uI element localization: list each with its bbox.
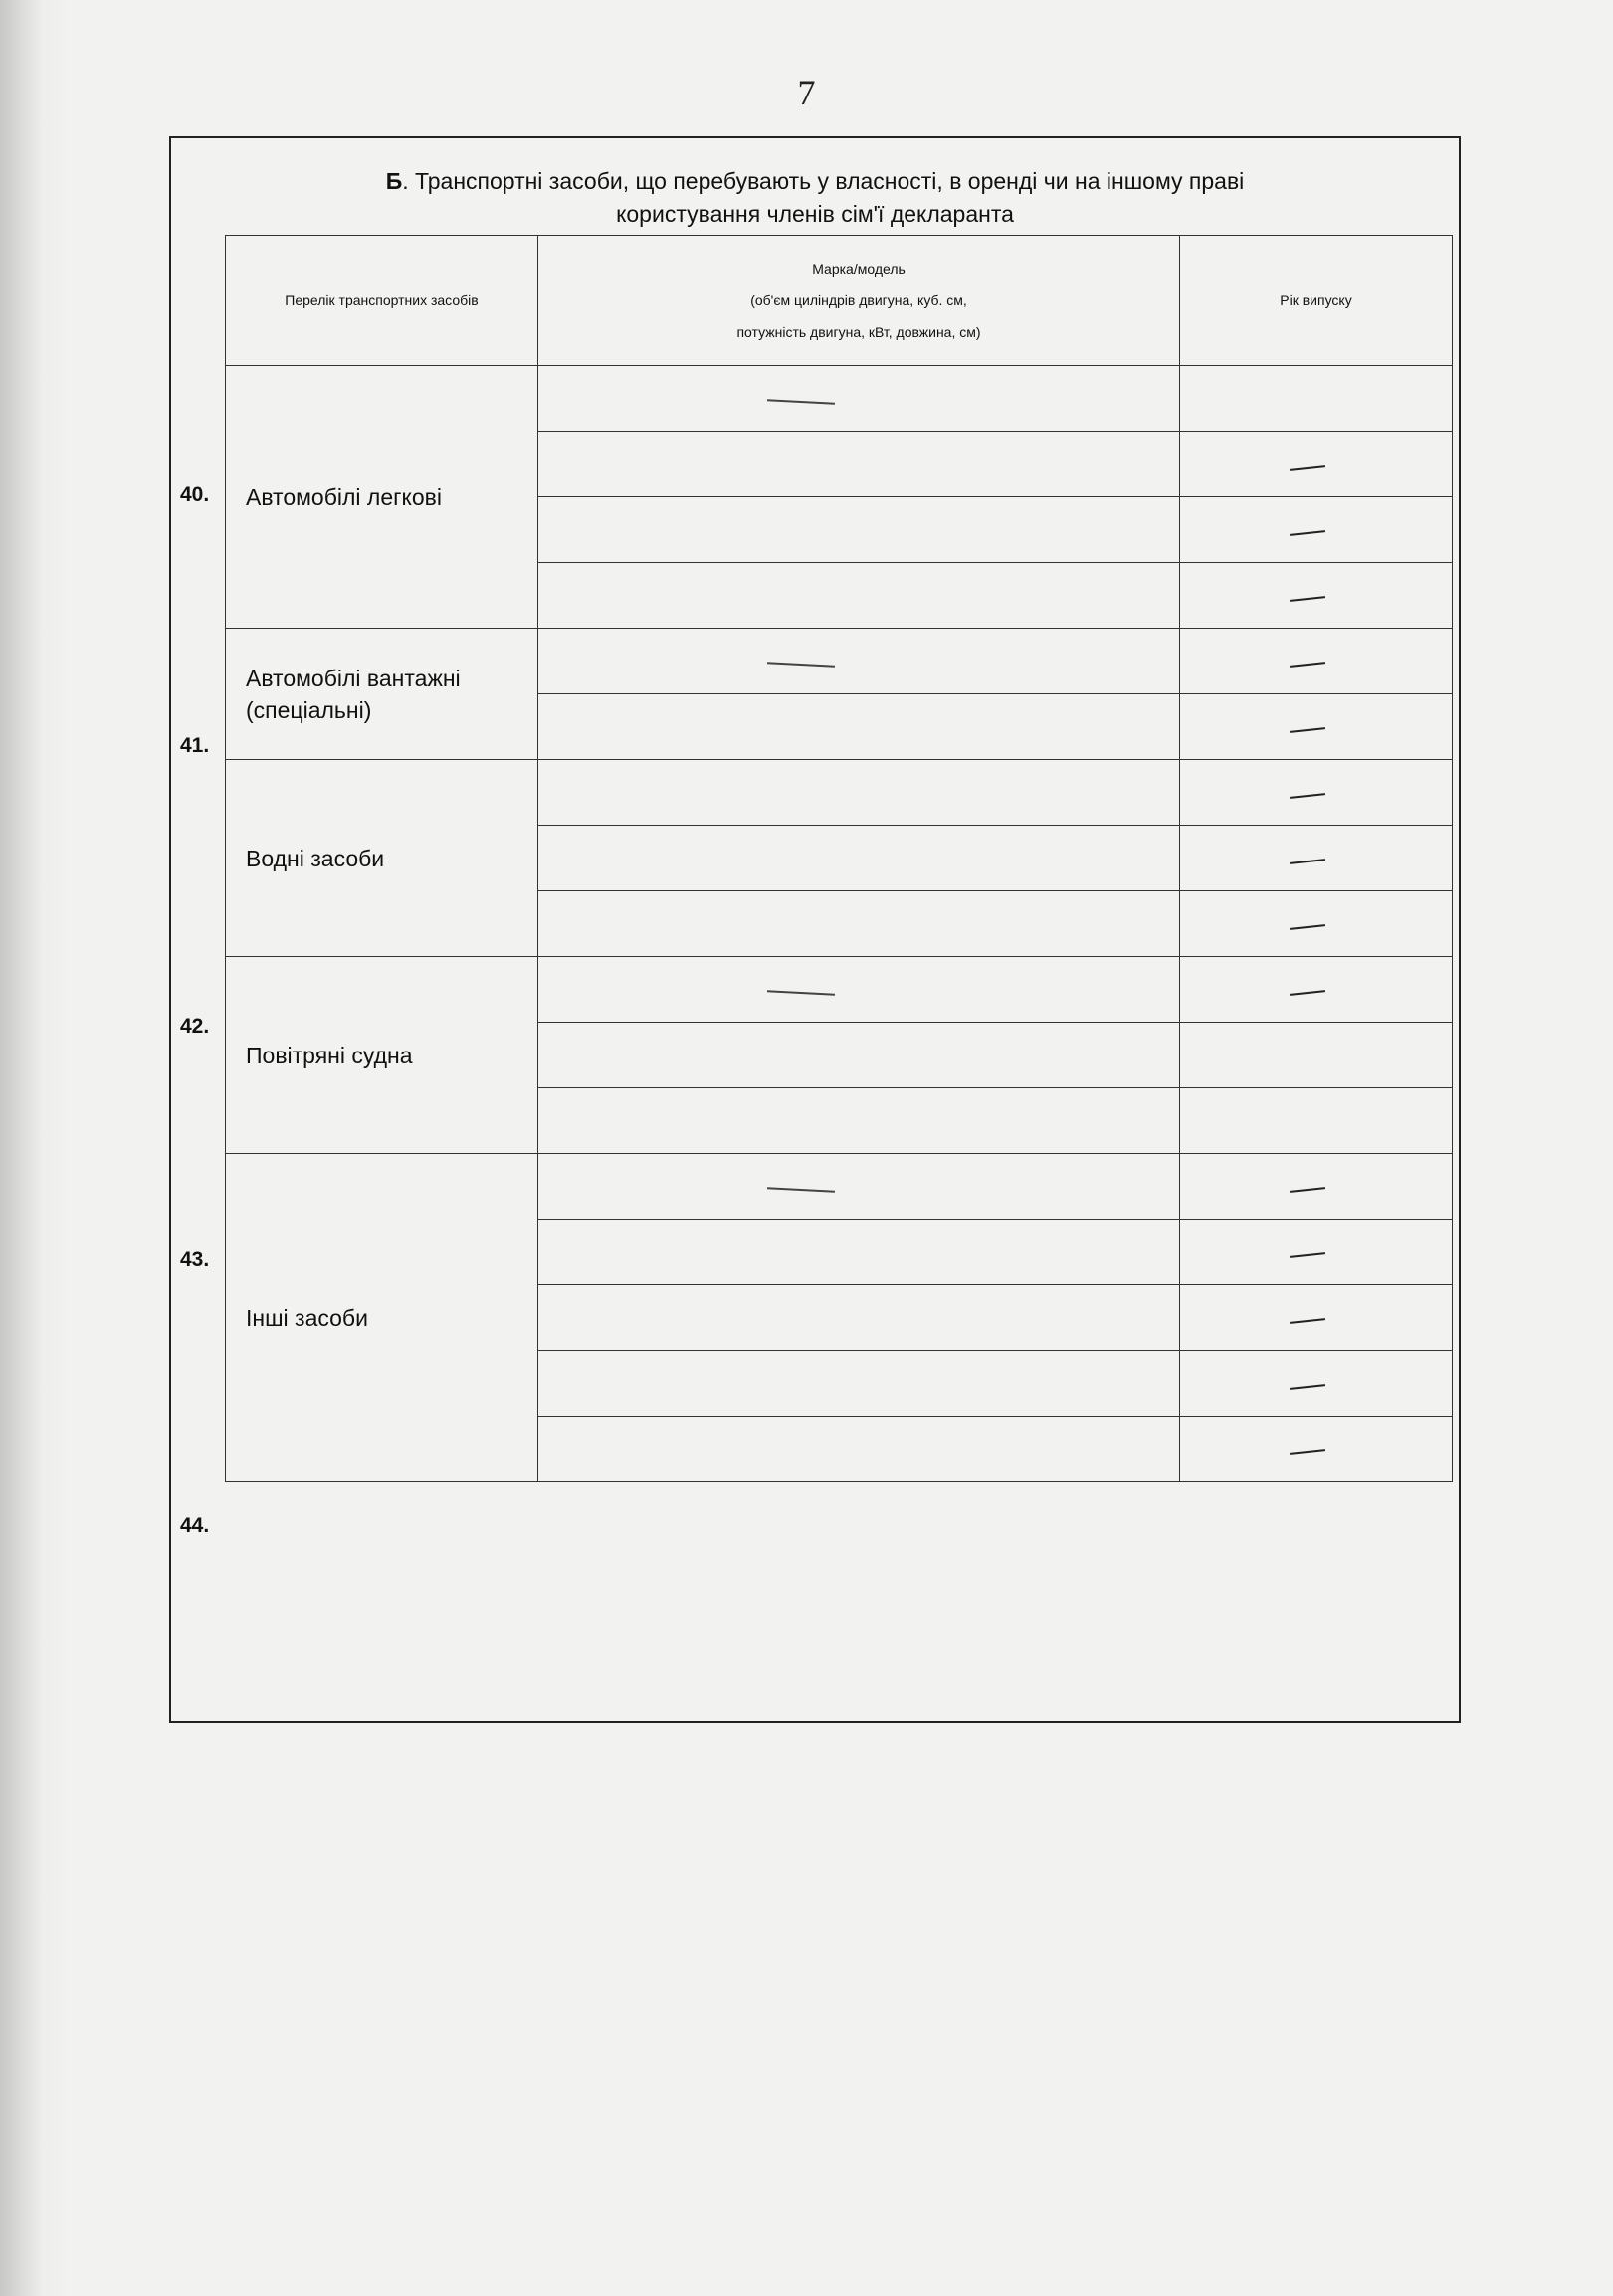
brand-cell [538, 432, 1180, 497]
brand-cell [538, 1417, 1180, 1482]
section-letter: Б [385, 168, 403, 194]
year-cell [1180, 760, 1453, 826]
table-header-row [226, 236, 1453, 366]
dash-mark [1290, 1318, 1325, 1324]
page-number: 7 [797, 73, 816, 112]
year-cell [1180, 432, 1453, 497]
category-trucks [226, 629, 538, 760]
year-cell [1180, 1023, 1453, 1088]
year-cell [1180, 563, 1453, 629]
brand-cell [538, 563, 1180, 629]
brand-cell [538, 694, 1180, 760]
brand-cell [538, 1023, 1180, 1088]
dash-mark [1290, 793, 1325, 799]
dash-mark [1290, 1187, 1325, 1193]
category-label-line2: (спеціальні) [246, 696, 372, 723]
brand-cell [538, 629, 1180, 694]
year-cell [1180, 1220, 1453, 1285]
year-cell [1180, 1154, 1453, 1220]
dash-mark [1290, 727, 1325, 733]
brand-cell [538, 497, 1180, 563]
year-cell [1180, 1351, 1453, 1417]
header-brand [538, 236, 1180, 366]
dash-mark [1290, 924, 1325, 930]
brand-cell [538, 1285, 1180, 1351]
table-row [226, 629, 1453, 694]
category-number: 44. [180, 1514, 210, 1537]
header-year: Рік випуску [1180, 236, 1453, 366]
dash-mark [767, 662, 835, 668]
category-water [226, 760, 538, 957]
dash-mark [767, 399, 835, 405]
header-brand-line3: потужність двигуна, кВт, довжина, см) [736, 324, 981, 340]
scan-shadow [0, 0, 70, 2296]
year-cell [1180, 497, 1453, 563]
category-label: Інші засоби [246, 1304, 368, 1331]
category-label: Водні засоби [246, 845, 385, 871]
category-label: Автомобілі легкові [246, 483, 442, 510]
dash-mark [1290, 465, 1325, 471]
category-aircraft [226, 957, 538, 1154]
year-cell [1180, 1285, 1453, 1351]
section-title-line2: користування членів сім'ї декларанта [616, 201, 1014, 227]
category-number: 42. [180, 1015, 210, 1038]
header-brand-line2: (об'єм циліндрів двигуна, куб. см, [750, 292, 967, 308]
category-cars [226, 366, 538, 629]
year-cell [1180, 366, 1453, 432]
year-cell [1180, 826, 1453, 891]
category-number: 43. [180, 1248, 210, 1271]
year-cell [1180, 629, 1453, 694]
year-cell [1180, 957, 1453, 1023]
dash-mark [1290, 596, 1325, 602]
category-number: 41. [180, 734, 210, 757]
dash-mark [1290, 530, 1325, 536]
dash-mark [1290, 859, 1325, 864]
brand-cell [538, 1154, 1180, 1220]
section-title-line1: . Транспортні засоби, що перебувають у власності, в оренді чи на іншому праві [402, 168, 1245, 194]
category-number: 40. [180, 483, 210, 506]
dash-mark [1290, 662, 1325, 668]
dash-mark [1290, 1449, 1325, 1455]
vehicles-table [225, 235, 1453, 1482]
brand-cell [538, 957, 1180, 1023]
year-cell [1180, 891, 1453, 957]
category-label: Повітряні судна [246, 1042, 413, 1068]
header-list: Перелік транспортних засобів [226, 236, 538, 366]
brand-cell [538, 760, 1180, 826]
brand-cell [538, 826, 1180, 891]
brand-cell [538, 1351, 1180, 1417]
brand-cell [538, 891, 1180, 957]
year-cell [1180, 1417, 1453, 1482]
section-title [169, 165, 1461, 231]
table-row [226, 1154, 1453, 1220]
table-row [226, 957, 1453, 1023]
dash-mark [1290, 990, 1325, 996]
dash-mark [1290, 1252, 1325, 1258]
year-cell [1180, 1088, 1453, 1154]
brand-cell [538, 1088, 1180, 1154]
dash-mark [767, 990, 835, 996]
year-cell [1180, 694, 1453, 760]
brand-cell [538, 366, 1180, 432]
category-other [226, 1154, 538, 1482]
table-row [226, 760, 1453, 826]
dash-mark [1290, 1384, 1325, 1390]
table-row [226, 366, 1453, 432]
dash-mark [767, 1187, 835, 1193]
category-label: Автомобілі вантажні [246, 665, 461, 691]
header-brand-line1: Марка/модель [812, 261, 906, 277]
brand-cell [538, 1220, 1180, 1285]
